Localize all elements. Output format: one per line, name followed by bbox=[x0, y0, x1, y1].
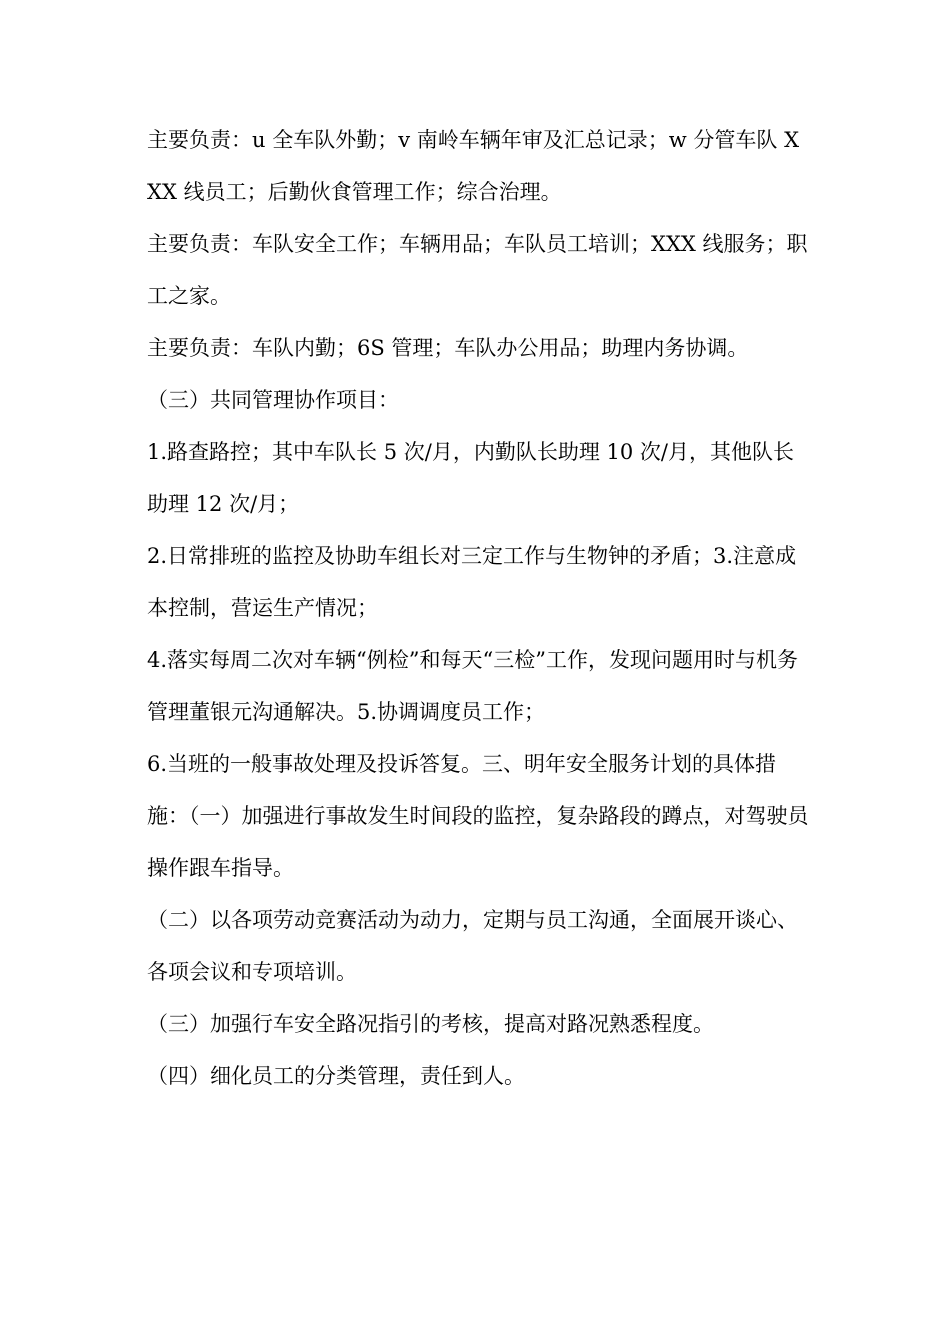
list-item-scheduling: 2.日常排班的监控及协助车组长对三定工作与生物钟的矛盾；3.注意成本控制，营运生产情况； bbox=[147, 544, 797, 620]
measure-route-guidance: （三）加强行车安全路况指引的考核，提高对路况熟悉程度。 bbox=[147, 1012, 714, 1036]
section-heading-joint-management: （三）共同管理协作项目： bbox=[147, 388, 399, 412]
paragraph-duties-field: 主要负责：u 全车队外勤；v 南岭车辆年审及汇总记录；w 分管车队 XXX 线员工；后勤伙食管理工作；综合治理。 bbox=[147, 128, 800, 204]
measure-labor-competition: （二）以各项劳动竞赛活动为动力，定期与员工沟通，全面展开谈心、各项会议和专项培训。 bbox=[147, 908, 798, 984]
paragraph-duties-safety: 主要负责：车队安全工作；车辆用品；车队员工培训；XXX 线服务；职工之家。 bbox=[147, 232, 808, 308]
document-body bbox=[147, 114, 809, 1102]
measure-staff-classification: （四）细化员工的分类管理，责任到人。 bbox=[147, 1064, 525, 1088]
list-item-road-check: 1.路查路控；其中车队长 5 次/月，内勤队长助理 10 次/月，其他队长助理 12 次/月； bbox=[147, 440, 794, 516]
list-item-vehicle-inspection: 4.落实每周二次对车辆“例检”和每天“三检”工作，发现问题用时与机务管理董银元沟通解决。5.协调调度员工作； bbox=[147, 648, 798, 724]
paragraph-duties-office: 主要负责：车队内勤；6S 管理；车队办公用品；助理内务协调。 bbox=[147, 336, 749, 360]
list-item-accident-handling: 6.当班的一般事故处理及投诉答复。三、明年安全服务计划的具体措施：（一）加强进行事故发生时间段的监控，复杂路段的蹲点，对驾驶员操作跟车指导。 bbox=[147, 752, 809, 880]
